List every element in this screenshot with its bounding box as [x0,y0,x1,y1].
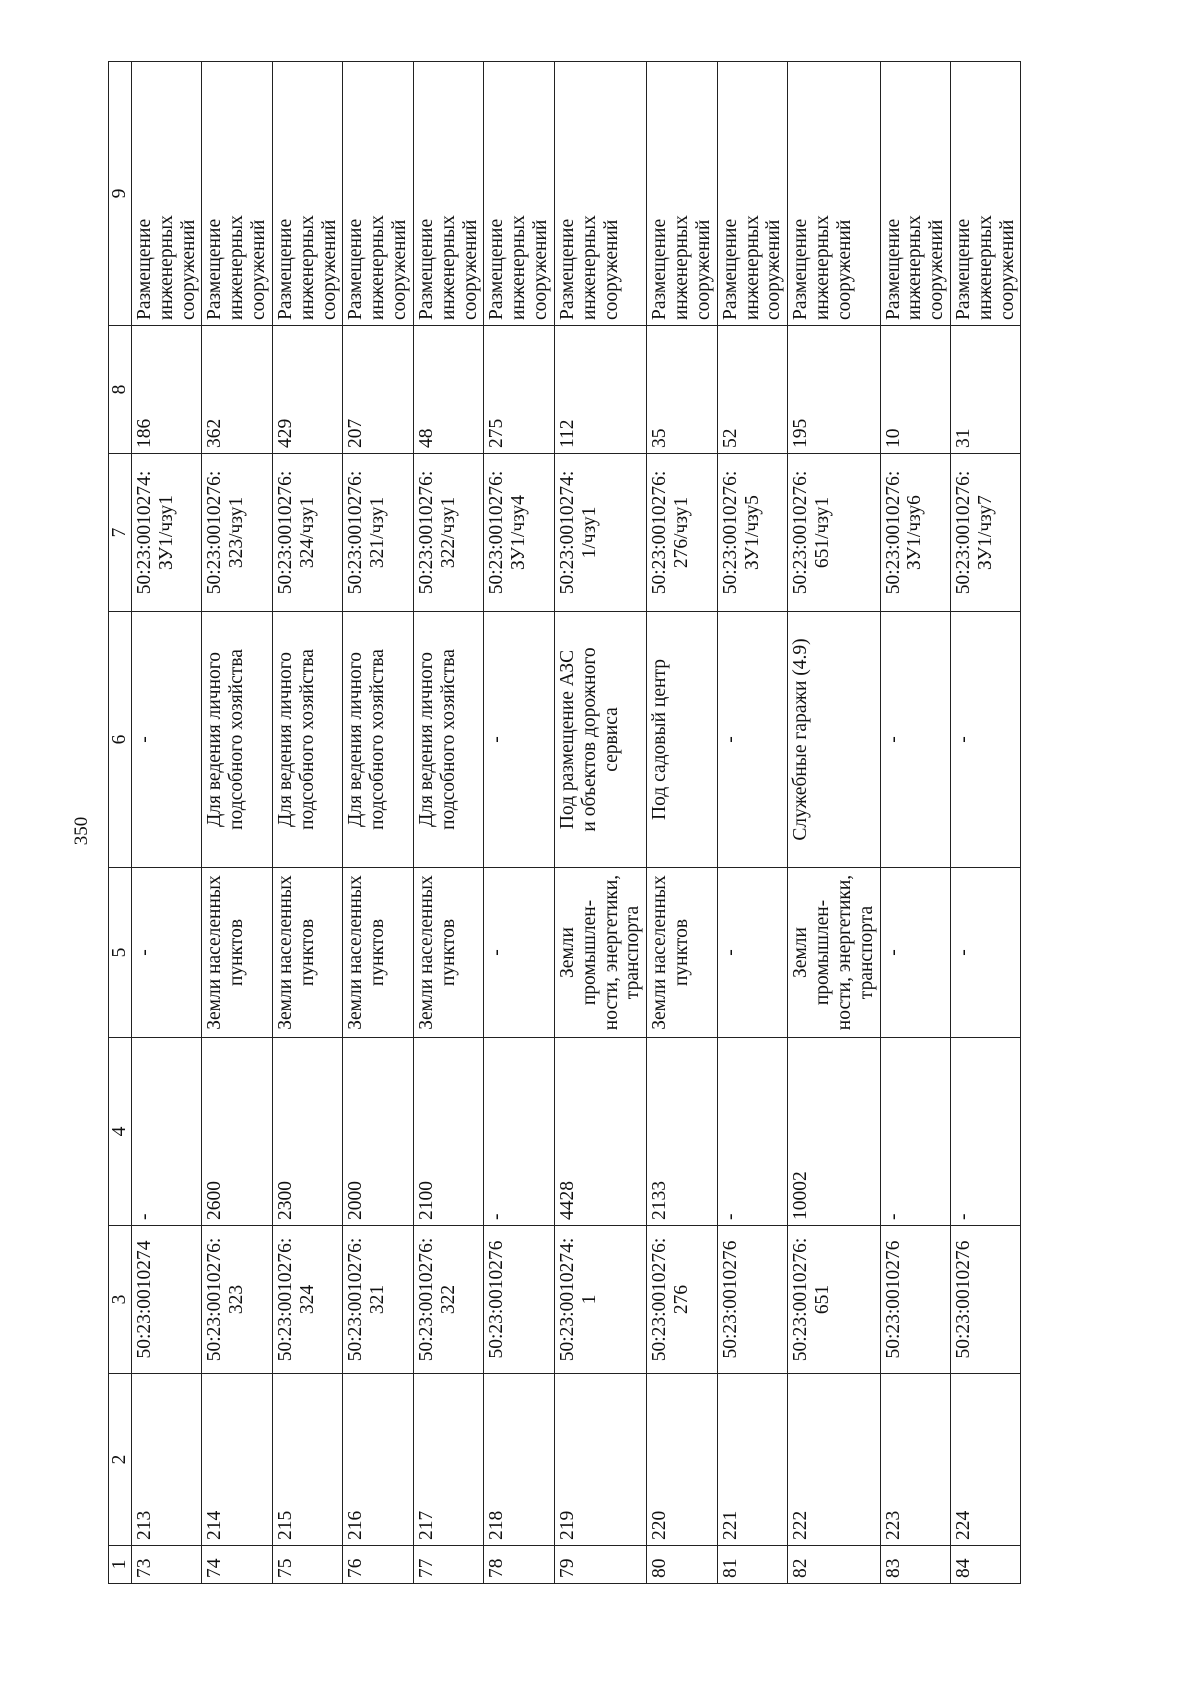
cell-row-number: 82 [788,1546,880,1584]
cell-purpose: Размещение инженерных сооружений [132,62,202,326]
cell-land-category: Земли промышлен- ности, энергетики, транспорта [554,868,646,1038]
cell-easement-number: 50:23:0010274: 1/чзу1 [554,454,646,612]
cell-easement-area: 52 [717,326,787,454]
cell-area: - [484,1038,554,1226]
cell-land-category: - [880,868,950,1038]
cell-easement-area: 275 [484,326,554,454]
cell-object-number: 222 [788,1374,880,1546]
cell-permitted-use: Под размещение АЗС и объектов дорожного сервиса [554,612,646,868]
cell-permitted-use: Служебные гаражи (4.9) [788,612,880,868]
cell-permitted-use: Для ведения личного подсобного хозяйства [413,612,483,868]
cell-row-number: 78 [484,1546,554,1584]
cell-easement-area: 48 [413,326,483,454]
cell-row-number: 74 [202,1546,272,1584]
header-cell-2: 2 [109,1374,132,1546]
cell-area: - [950,1038,1020,1226]
cell-row-number: 77 [413,1546,483,1584]
cell-easement-area: 429 [272,326,342,454]
cell-purpose: Размещение инженерных сооружений [717,62,787,326]
header-cell-1: 1 [109,1546,132,1584]
cell-purpose: Размещение инженерных сооружений [880,62,950,326]
cell-permitted-use: Для ведения личного подсобного хозяйства [343,612,413,868]
cell-easement-area: 10 [880,326,950,454]
cell-permitted-use: - [880,612,950,868]
cell-row-number: 84 [950,1546,1020,1584]
cell-row-number: 81 [717,1546,787,1584]
cell-area: 2000 [343,1038,413,1226]
cell-cadastral-number: 50:23:0010276: 324 [272,1226,342,1374]
table-row [202,62,272,1584]
cell-land-category: Земли населенных пунктов [202,868,272,1038]
cell-area: - [880,1038,950,1226]
cell-easement-area: 31 [950,326,1020,454]
cell-cadastral-number: 50:23:0010276: 321 [343,1226,413,1374]
table-row [647,62,717,1584]
cell-land-category: Земли населенных пунктов [647,868,717,1038]
cell-area: 2133 [647,1038,717,1226]
cell-easement-area: 112 [554,326,646,454]
cell-row-number: 79 [554,1546,646,1584]
table-row [343,62,413,1584]
cell-object-number: 214 [202,1374,272,1546]
cell-permitted-use: - [717,612,787,868]
cell-land-category: Земли населенных пунктов [343,868,413,1038]
land-plots-table [108,61,1021,1584]
rotated-table-container [108,62,1018,1584]
cell-area: 10002 [788,1038,880,1226]
table-row [272,62,342,1584]
cell-area: 2600 [202,1038,272,1226]
table-row [717,62,787,1584]
cell-permitted-use: Под садовый центр [647,612,717,868]
cell-purpose: Размещение инженерных сооружений [343,62,413,326]
cell-permitted-use: - [484,612,554,868]
cell-cadastral-number: 50:23:0010276: 651 [788,1226,880,1374]
cell-row-number: 76 [343,1546,413,1584]
table-row [484,62,554,1584]
header-cell-4: 4 [109,1038,132,1226]
cell-easement-number: 50:23:0010276: 321/чзу1 [343,454,413,612]
table-row [950,62,1020,1584]
cell-land-category: Земли населенных пунктов [413,868,483,1038]
cell-land-category: - [484,868,554,1038]
cell-easement-number: 50:23:0010276: ЗУ1/чзу5 [717,454,787,612]
cell-cadastral-number: 50:23:0010276: 323 [202,1226,272,1374]
cell-row-number: 80 [647,1546,717,1584]
table-row [788,62,880,1584]
header-cell-8: 8 [109,326,132,454]
cell-purpose: Размещение инженерных сооружений [554,62,646,326]
cell-permitted-use: Для ведения личного подсобного хозяйства [272,612,342,868]
cell-easement-number: 50:23:0010276: 322/чзу1 [413,454,483,612]
cell-area: 2100 [413,1038,483,1226]
cell-land-category: - [950,868,1020,1038]
table-row [413,62,483,1584]
cell-easement-area: 186 [132,326,202,454]
cell-purpose: Размещение инженерных сооружений [950,62,1020,326]
header-cell-7: 7 [109,454,132,612]
cell-easement-number: 50:23:0010276: 651/чзу1 [788,454,880,612]
cell-purpose: Размещение инженерных сооружений [788,62,880,326]
header-cell-5: 5 [109,868,132,1038]
cell-object-number: 217 [413,1374,483,1546]
cell-area: - [132,1038,202,1226]
cell-cadastral-number: 50:23:0010274: 1 [554,1226,646,1374]
cell-permitted-use: - [950,612,1020,868]
cell-easement-area: 362 [202,326,272,454]
cell-area: - [717,1038,787,1226]
cell-permitted-use: - [132,612,202,868]
page-number: 350 [71,816,92,846]
cell-purpose: Размещение инженерных сооружений [413,62,483,326]
cell-area: 4428 [554,1038,646,1226]
cell-easement-number: 50:23:0010276: ЗУ1/чзу7 [950,454,1020,612]
cell-easement-area: 207 [343,326,413,454]
cell-cadastral-number: 50:23:0010276: 276 [647,1226,717,1374]
cell-object-number: 220 [647,1374,717,1546]
cell-purpose: Размещение инженерных сооружений [272,62,342,326]
cell-object-number: 213 [132,1374,202,1546]
cell-easement-area: 195 [788,326,880,454]
cell-object-number: 221 [717,1374,787,1546]
header-row [109,62,132,1584]
header-cell-6: 6 [109,612,132,868]
table-body [132,62,1021,1584]
cell-easement-number: 50:23:0010276: 323/чзу1 [202,454,272,612]
cell-land-category: - [132,868,202,1038]
cell-land-category: - [717,868,787,1038]
cell-cadastral-number: 50:23:0010276 [717,1226,787,1374]
cell-purpose: Размещение инженерных сооружений [484,62,554,326]
cell-cadastral-number: 50:23:0010276: 322 [413,1226,483,1374]
cell-object-number: 224 [950,1374,1020,1546]
cell-land-category: Земли промышлен- ности, энергетики, транспорта [788,868,880,1038]
table-row [880,62,950,1584]
cell-easement-number: 50:23:0010274: ЗУ1/чзу1 [132,454,202,612]
cell-object-number: 218 [484,1374,554,1546]
cell-easement-area: 35 [647,326,717,454]
cell-permitted-use: Для ведения личного подсобного хозяйства [202,612,272,868]
cell-easement-number: 50:23:0010276: 276/чзу1 [647,454,717,612]
cell-object-number: 219 [554,1374,646,1546]
cell-land-category: Земли населенных пунктов [272,868,342,1038]
table-row [132,62,202,1584]
cell-easement-number: 50:23:0010276: ЗУ1/чзу4 [484,454,554,612]
header-cell-9: 9 [109,62,132,326]
cell-row-number: 73 [132,1546,202,1584]
cell-easement-number: 50:23:0010276: 324/чзу1 [272,454,342,612]
cell-purpose: Размещение инженерных сооружений [202,62,272,326]
cell-row-number: 75 [272,1546,342,1584]
cell-cadastral-number: 50:23:0010276 [950,1226,1020,1374]
cell-area: 2300 [272,1038,342,1226]
cell-cadastral-number: 50:23:0010276 [880,1226,950,1374]
cell-cadastral-number: 50:23:0010276 [484,1226,554,1374]
cell-object-number: 223 [880,1374,950,1546]
cell-object-number: 215 [272,1374,342,1546]
cell-object-number: 216 [343,1374,413,1546]
header-cell-3: 3 [109,1226,132,1374]
cell-purpose: Размещение инженерных сооружений [647,62,717,326]
cell-row-number: 83 [880,1546,950,1584]
table-row [554,62,646,1584]
cell-cadastral-number: 50:23:0010274 [132,1226,202,1374]
cell-easement-number: 50:23:0010276: ЗУ1/чзу6 [880,454,950,612]
